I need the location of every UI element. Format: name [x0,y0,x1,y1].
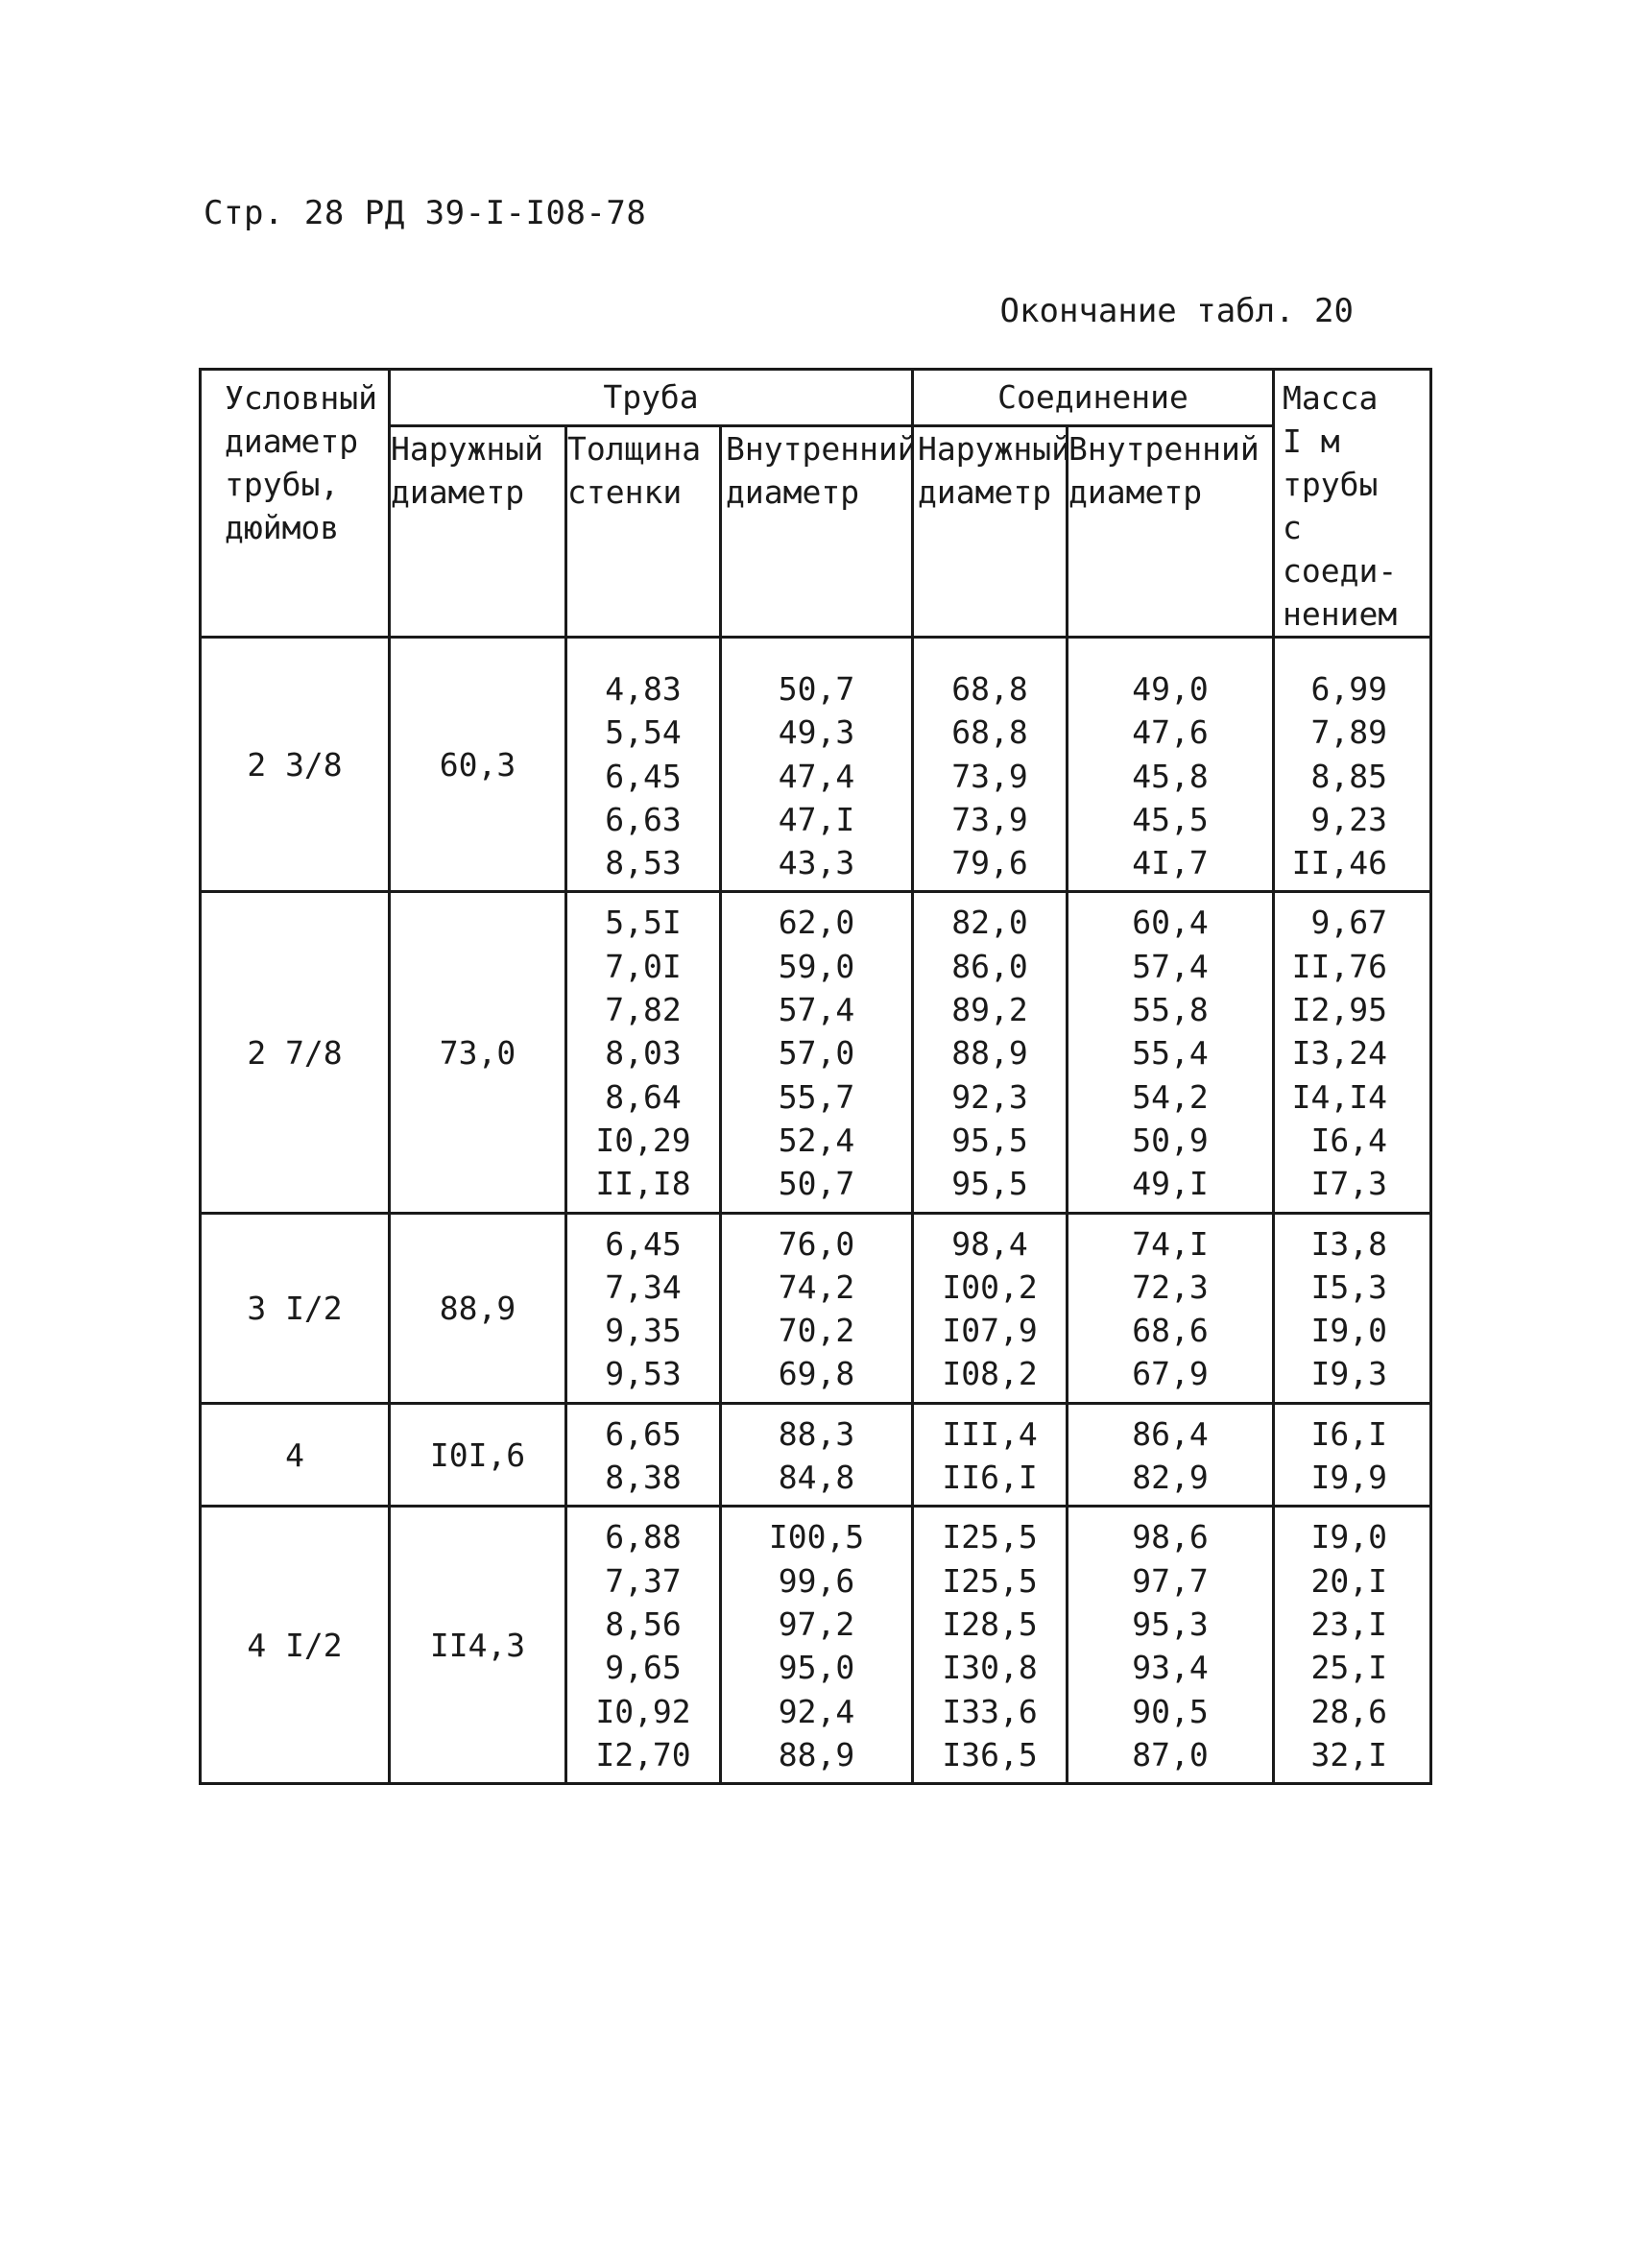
joint-inner-diameter-cell [1068,1213,1274,1403]
table-row [201,638,1431,892]
cell-value: 50,7 [778,670,855,708]
cell-value: 8,03 [605,1034,682,1073]
pipe-inner-diameter-cell [721,1507,913,1784]
cell-value: 9,67 [1310,904,1388,942]
cell-value: 8,85 [1310,757,1388,795]
joint-inner-diameter-cell [1068,1403,1274,1507]
mass-cell [1274,638,1431,892]
cell-value: 7,37 [605,1561,682,1600]
pipe-inner-diameter-cell [721,892,913,1213]
cell-value: 55,4 [1132,1034,1209,1073]
cell-value: 55,7 [778,1077,855,1116]
cell-value: 6,63 [605,800,682,838]
cell-value: I36,5 [942,1735,1038,1773]
cell-value: 4I,7 [1132,844,1209,882]
cell-value: I28,5 [942,1604,1038,1643]
cell-value: 9,65 [605,1649,682,1687]
cell-value: 60,4 [1132,904,1209,942]
cell-value: 74,2 [778,1267,855,1306]
cell-value: I08,2 [942,1355,1038,1393]
cell-value: 57,0 [778,1034,855,1073]
header-pipe-group: Труба [390,370,913,426]
cell-value: I07,9 [942,1312,1038,1350]
cell-value: 8,56 [605,1604,682,1643]
cell-value: 7,89 [1310,713,1388,752]
joint-outer-diameter-cell [913,1507,1068,1784]
pipe-outer-diameter-cell: II4,3 [390,1507,566,1784]
cell-value: 43,3 [778,844,855,882]
cell-value: 49,3 [778,713,855,752]
cell-value: 98,6 [1132,1518,1209,1556]
cell-value: I4,I4 [1291,1077,1388,1116]
cell-value: 82,9 [1132,1459,1209,1497]
cell-value: I6,I [1310,1414,1388,1453]
cell-value: 6,88 [605,1518,682,1556]
header-joint-inner-diameter: Внутренний диаметр [1068,425,1274,637]
cell-value: 74,I [1132,1224,1209,1263]
cell-value: 79,6 [951,844,1028,882]
cell-value: 8,64 [605,1077,682,1116]
cell-value: 49,0 [1132,670,1209,708]
joint-outer-diameter-cell [913,1403,1068,1507]
cell-value: I3,24 [1291,1034,1388,1073]
cell-value: 45,5 [1132,800,1209,838]
cell-value: 4,83 [605,670,682,708]
mass-cell [1274,892,1431,1213]
cell-value: 5,5I [605,904,682,942]
mass-cell [1274,1507,1431,1784]
wall-thickness-cell [566,1403,721,1507]
cell-value: 88,9 [951,1034,1028,1073]
table-row [201,892,1431,1213]
cell-value: 92,3 [951,1077,1028,1116]
cell-value: 8,38 [605,1459,682,1497]
cell-value: 7,82 [605,991,682,1029]
cell-value: I2,70 [595,1735,691,1773]
header-nominal-diameter: Условный диаметр трубы, дюймов [201,370,390,638]
cell-value: 62,0 [778,904,855,942]
cell-value: I3,8 [1310,1224,1388,1263]
cell-value: 84,8 [778,1459,855,1497]
pipe-data-table [199,368,1432,1785]
header-pipe-outer-diameter: Наружный диаметр [390,425,566,637]
cell-value: 9,23 [1310,800,1388,838]
cell-value: I30,8 [942,1649,1038,1687]
cell-value: 82,0 [951,904,1028,942]
cell-value: 45,8 [1132,757,1209,795]
cell-value: 86,0 [951,947,1028,985]
mass-cell [1274,1403,1431,1507]
cell-value: 6,65 [605,1414,682,1453]
cell-value: 95,0 [778,1649,855,1687]
cell-value: 50,9 [1132,1121,1209,1159]
cell-value: I25,5 [942,1561,1038,1600]
joint-inner-diameter-cell [1068,1507,1274,1784]
cell-value: 23,I [1310,1604,1388,1643]
pipe-inner-diameter-cell [721,638,913,892]
cell-value: II6,I [942,1459,1038,1497]
cell-value: 6,99 [1310,670,1388,708]
cell-value: 98,4 [951,1224,1028,1263]
cell-value: I5,3 [1310,1267,1388,1306]
cell-value: 73,9 [951,800,1028,838]
cell-value: 95,5 [951,1165,1028,1203]
wall-thickness-cell [566,1213,721,1403]
cell-value: 32,I [1310,1735,1388,1773]
cell-value: 99,6 [778,1561,855,1600]
nominal-diameter-cell: 2 7/8 [201,892,390,1213]
cell-value: 57,4 [1132,947,1209,985]
cell-value: I9,3 [1310,1355,1388,1393]
cell-value: 20,I [1310,1561,1388,1600]
cell-value: I9,0 [1310,1312,1388,1350]
cell-value: 55,8 [1132,991,1209,1029]
cell-value: 9,53 [605,1355,682,1393]
nominal-diameter-cell: 4 I/2 [201,1507,390,1784]
table-row [201,1403,1431,1507]
cell-value: 92,4 [778,1692,855,1730]
cell-value: 97,2 [778,1604,855,1643]
cell-value: 68,6 [1132,1312,1209,1350]
cell-value: 89,2 [951,991,1028,1029]
header-wall-thickness: Толщина стенки [566,425,721,637]
table-row [201,1507,1431,1784]
cell-value: 90,5 [1132,1692,1209,1730]
wall-thickness-cell [566,892,721,1213]
cell-value: II,76 [1291,947,1388,985]
joint-outer-diameter-cell [913,1213,1068,1403]
wall-thickness-cell [566,638,721,892]
header-joint-group: Соединение [913,370,1274,426]
cell-value: 59,0 [778,947,855,985]
cell-value: 25,I [1310,1649,1388,1687]
nominal-diameter-cell: 2 3/8 [201,638,390,892]
pipe-outer-diameter-cell: 73,0 [390,892,566,1213]
wall-thickness-cell [566,1507,721,1784]
cell-value: 52,4 [778,1121,855,1159]
header-mass: Масса I м трубы с соеди- нением [1274,370,1431,638]
cell-value: 7,34 [605,1267,682,1306]
pipe-outer-diameter-cell: 88,9 [390,1213,566,1403]
table-row [201,1213,1431,1403]
cell-value: 28,6 [1310,1692,1388,1730]
cell-value: III,4 [942,1414,1038,1453]
cell-value: I25,5 [942,1518,1038,1556]
cell-value: 49,I [1132,1165,1209,1203]
joint-inner-diameter-cell [1068,892,1274,1213]
cell-value: 6,45 [605,757,682,795]
cell-value: 54,2 [1132,1077,1209,1116]
cell-value: 95,3 [1132,1604,1209,1643]
cell-value: I0,92 [595,1692,691,1730]
cell-value: I6,4 [1310,1121,1388,1159]
cell-value: 50,7 [778,1165,855,1203]
cell-value: I00,2 [942,1267,1038,1306]
cell-value: I00,5 [768,1518,865,1556]
pipe-outer-diameter-cell: 60,3 [390,638,566,892]
cell-value: 97,7 [1132,1561,1209,1600]
cell-value: 68,8 [951,713,1028,752]
joint-outer-diameter-cell [913,638,1068,892]
nominal-diameter-cell: 3 I/2 [201,1213,390,1403]
cell-value: 87,0 [1132,1735,1209,1773]
cell-value: 76,0 [778,1224,855,1263]
cell-value: I33,6 [942,1692,1038,1730]
cell-value: I7,3 [1310,1165,1388,1203]
cell-value: 88,9 [778,1735,855,1773]
table-caption: Окончание табл. 20 [999,292,1354,330]
cell-value: II,46 [1291,844,1388,882]
header-joint-outer-diameter: Наружный диаметр [913,425,1068,637]
cell-value: I2,95 [1291,991,1388,1029]
cell-value: 88,3 [778,1414,855,1453]
cell-value: 86,4 [1132,1414,1209,1453]
joint-outer-diameter-cell [913,892,1068,1213]
page-header: Стр. 28 РД 39-I-I08-78 [204,194,647,232]
cell-value: 6,45 [605,1224,682,1263]
cell-value: 69,8 [778,1355,855,1393]
pipe-outer-diameter-cell: I0I,6 [390,1403,566,1507]
cell-value: I9,0 [1310,1518,1388,1556]
cell-value: II,I8 [595,1165,691,1203]
cell-value: 95,5 [951,1121,1028,1159]
cell-value: 8,53 [605,844,682,882]
cell-value: 9,35 [605,1312,682,1350]
cell-value: 67,9 [1132,1355,1209,1393]
cell-value: 70,2 [778,1312,855,1350]
cell-value: 73,9 [951,757,1028,795]
nominal-diameter-cell: 4 [201,1403,390,1507]
cell-value: 72,3 [1132,1267,1209,1306]
joint-inner-diameter-cell [1068,638,1274,892]
cell-value: I9,9 [1310,1459,1388,1497]
pipe-inner-diameter-cell [721,1403,913,1507]
mass-cell [1274,1213,1431,1403]
cell-value: 47,6 [1132,713,1209,752]
pipe-inner-diameter-cell [721,1213,913,1403]
cell-value: 57,4 [778,991,855,1029]
cell-value: 5,54 [605,713,682,752]
cell-value: 47,I [778,800,855,838]
cell-value: 68,8 [951,670,1028,708]
cell-value: 93,4 [1132,1649,1209,1687]
header-pipe-inner-diameter: Внутренний диаметр [721,425,913,637]
cell-value: I0,29 [595,1121,691,1159]
cell-value: 7,0I [605,947,682,985]
cell-value: 47,4 [778,757,855,795]
